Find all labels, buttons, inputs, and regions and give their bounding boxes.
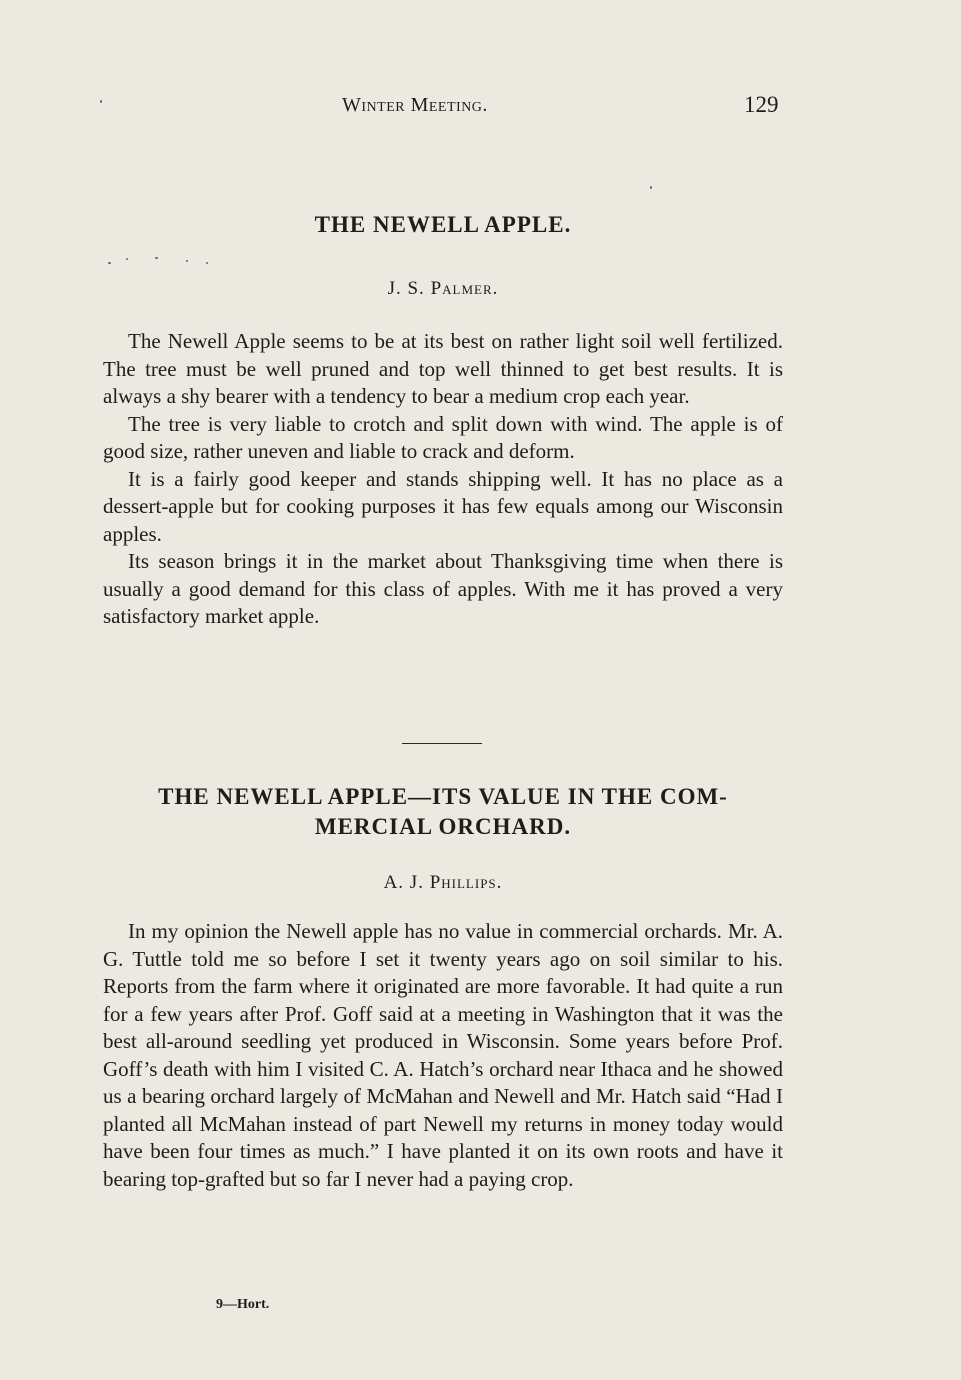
article-newell-commercial [103,782,783,1193]
print-speck [126,258,128,260]
author-initials: J. S. [387,278,425,299]
article-author [103,278,783,300]
paragraph: In my opinion the Newell apple has no value in commercial orchards. Mr. A. G. Tuttle told me so before I set it twenty years ago on soil similar to his. Reports from the farm where it originated are more favorable. It had quite a run for a few years after Prof. Goff said at a meeting in Washington that it was the best all-around seedling yet produced in Wisconsin. Some years before Prof. Goff’s death with him I visited C. A. Hatch’s orchard near Ithaca and he showed us a bearing orchard largely of McMahan and Newell and Mr. Hatch said “Had I planted all McMahan instead of part Newell my returns in money today would have been four times as much.” I have planted it on its own roots and have it bearing top-grafted but so far I never had a paying crop. [103,919,783,1191]
running-head-title: Winter Meeting. [342,94,488,116]
article-title-line-2: MERCIAL ORCHARD. [314,814,572,839]
article-body [103,328,783,631]
page-number: 129 [744,92,779,117]
paragraph: The tree is very liable to crotch and split down with wind. The apple is of good size, rather uneven and liable to crack and deform. [103,411,783,463]
article-title: THE NEWELL APPLE. [314,212,572,237]
article-body [103,918,783,1193]
paragraph: The Newell Apple seems to be at its best on rather light soil well fertilized. The tree must be well pruned and top well thinned to get best results. It is always a shy bearer with a tendency to bear a medium crop each year. [103,329,783,408]
author-surname: Phillips. [429,872,503,893]
section-divider [402,743,482,744]
print-speck [650,186,652,189]
running-head [0,94,961,124]
print-speck [155,257,158,259]
article-newell-apple [103,210,783,631]
article-title [103,782,783,842]
article-title-line-1: THE NEWELL APPLE—ITS VALUE IN THE COM- [158,784,728,809]
signature-mark: 9—Hort. [216,1297,270,1312]
article-author [103,872,783,894]
print-speck [100,100,102,103]
author-surname: Palmer. [430,278,499,299]
print-speck [206,262,208,264]
print-speck [186,260,188,262]
paragraph: It is a fairly good keeper and stands shipping well. It has no place as a dessert-apple but for cooking purposes it has few equals among our Wisconsin apples. [103,466,783,546]
author-initials: A. J. [383,872,424,893]
paragraph: Its season brings it in the market about Thanksgiving time when there is usually a good demand for this class of apples. With me it has proved a very satisfactory market apple. [103,549,783,628]
print-speck [108,262,111,264]
